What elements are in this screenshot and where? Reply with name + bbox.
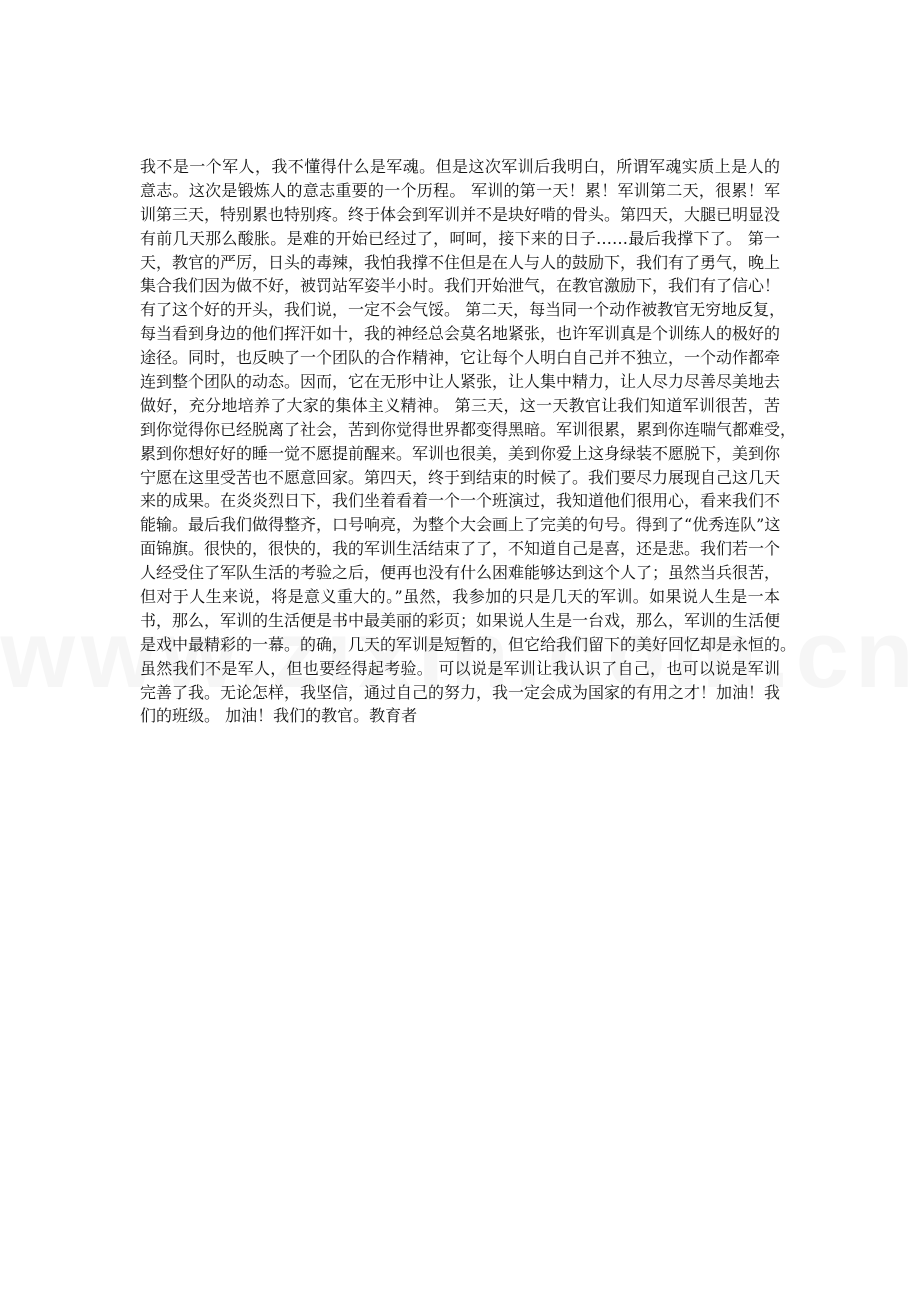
text-line: 有前几天那么酸胀。是难的开始已经过了，呵呵，接下来的日子……最后我撑下了。 第一 — [140, 228, 780, 248]
text-line: 宁愿在这里受苦也不愿意回家。第四天，终于到结束的时候了。我们要尽力展现自己这几天 — [140, 467, 781, 487]
body-text — [140, 155, 797, 728]
text-line: 是戏中最精彩的一幕。的确，几天的军训是短暂的，但它给我们留下的美好回忆却是永恒的。 — [140, 634, 797, 654]
text-line: 天，教官的严厉，日头的毒辣，我怕我撑不住但是在人与人的鼓励下，我们有了勇气，晚上 — [140, 252, 781, 272]
text-line: 面锦旗。很快的，很快的，我的军训生活结束了了，不知道自己是喜，还是悲。我们若一个 — [140, 539, 781, 559]
text-line: 我不是一个军人，我不懂得什么是军魂。但是这次军训后我明白，所谓军魂实质上是人的 — [140, 157, 780, 176]
text-line: 每当看到身边的他们挥汗如十，我的神经总会莫名地紧张，也许军训真是个训练人的极好的 — [140, 324, 781, 344]
text-line: 人经受住了军队生活的考验之后，便再也没有什么困难能够达到这个人了；虽然当兵很苦， — [140, 563, 781, 583]
text-line: 连到整个团队的动态。因而，它在无形中让人紧张，让人集中精力，让人尽力尽善尽美地去 — [140, 372, 781, 392]
text-line: 集合我们因为做不好，被罚站军姿半小时。我们开始泄气，在教官激励下，我们有了信心！ — [140, 276, 781, 296]
text-line: 但对于人生来说，将是意义重大的。”虽然，我参加的只是几天的军训。如果说人生是一本 — [140, 587, 780, 607]
text-line: 来的成果。在炎炎烈日下，我们坐着看着一个一个班演过，我知道他们很用心，看来我们不 — [140, 491, 781, 511]
text-line: 有了这个好的开头，我们说，一定不会气馁。 第二天，每当同一个动作被教官无穷地反复， — [140, 300, 786, 320]
text-line: 训第三天，特别累也特别疼。终于体会到军训并不是块好啃的骨头。第四天，大腿已明显没 — [140, 204, 781, 224]
text-line: 们的班级。 加油！我们的教官。教育者 — [140, 706, 418, 726]
text-line: 书，那么，军训的生活便是书中最美丽的彩页；如果说人生是一台戏，那么，军训的生活便 — [140, 610, 781, 630]
text-line: 意志。这次是锻炼人的意志重要的一个历程。 军训的第一天！累！军训第二天，很累！军 — [140, 180, 780, 200]
text-line: 能输。最后我们做得整齐，口号响亮，为整个大会画上了完美的句号。得到了“优秀连队”这 — [140, 515, 781, 535]
text-line: 累到你想好好的睡一觉不愿提前醒来。军训也很美，美到你爱上这身绿装不愿脱下，美到你 — [140, 443, 781, 463]
text-line: 完善了我。无论怎样，我坚信，通过自己的努力，我一定会成为国家的有用之才！加油！我 — [140, 682, 781, 702]
text-line: 做好，充分地培养了大家的集体主义精神。 第三天，这一天教官让我们知道军训很苦，苦 — [140, 395, 780, 415]
text-line: 虽然我们不是军人，但也要经得起考验。 可以说是军训让我认识了自己，也可以说是军训 — [140, 658, 780, 678]
text-line: 途径。同时，也反映了一个团队的合作精神，它让每个人明白自己并不独立，一个动作都牵 — [140, 348, 781, 368]
text-line: 到你觉得你已经脱离了社会，苦到你觉得世界都变得黑暗。军训很累，累到你连喘气都难受， — [140, 419, 797, 439]
